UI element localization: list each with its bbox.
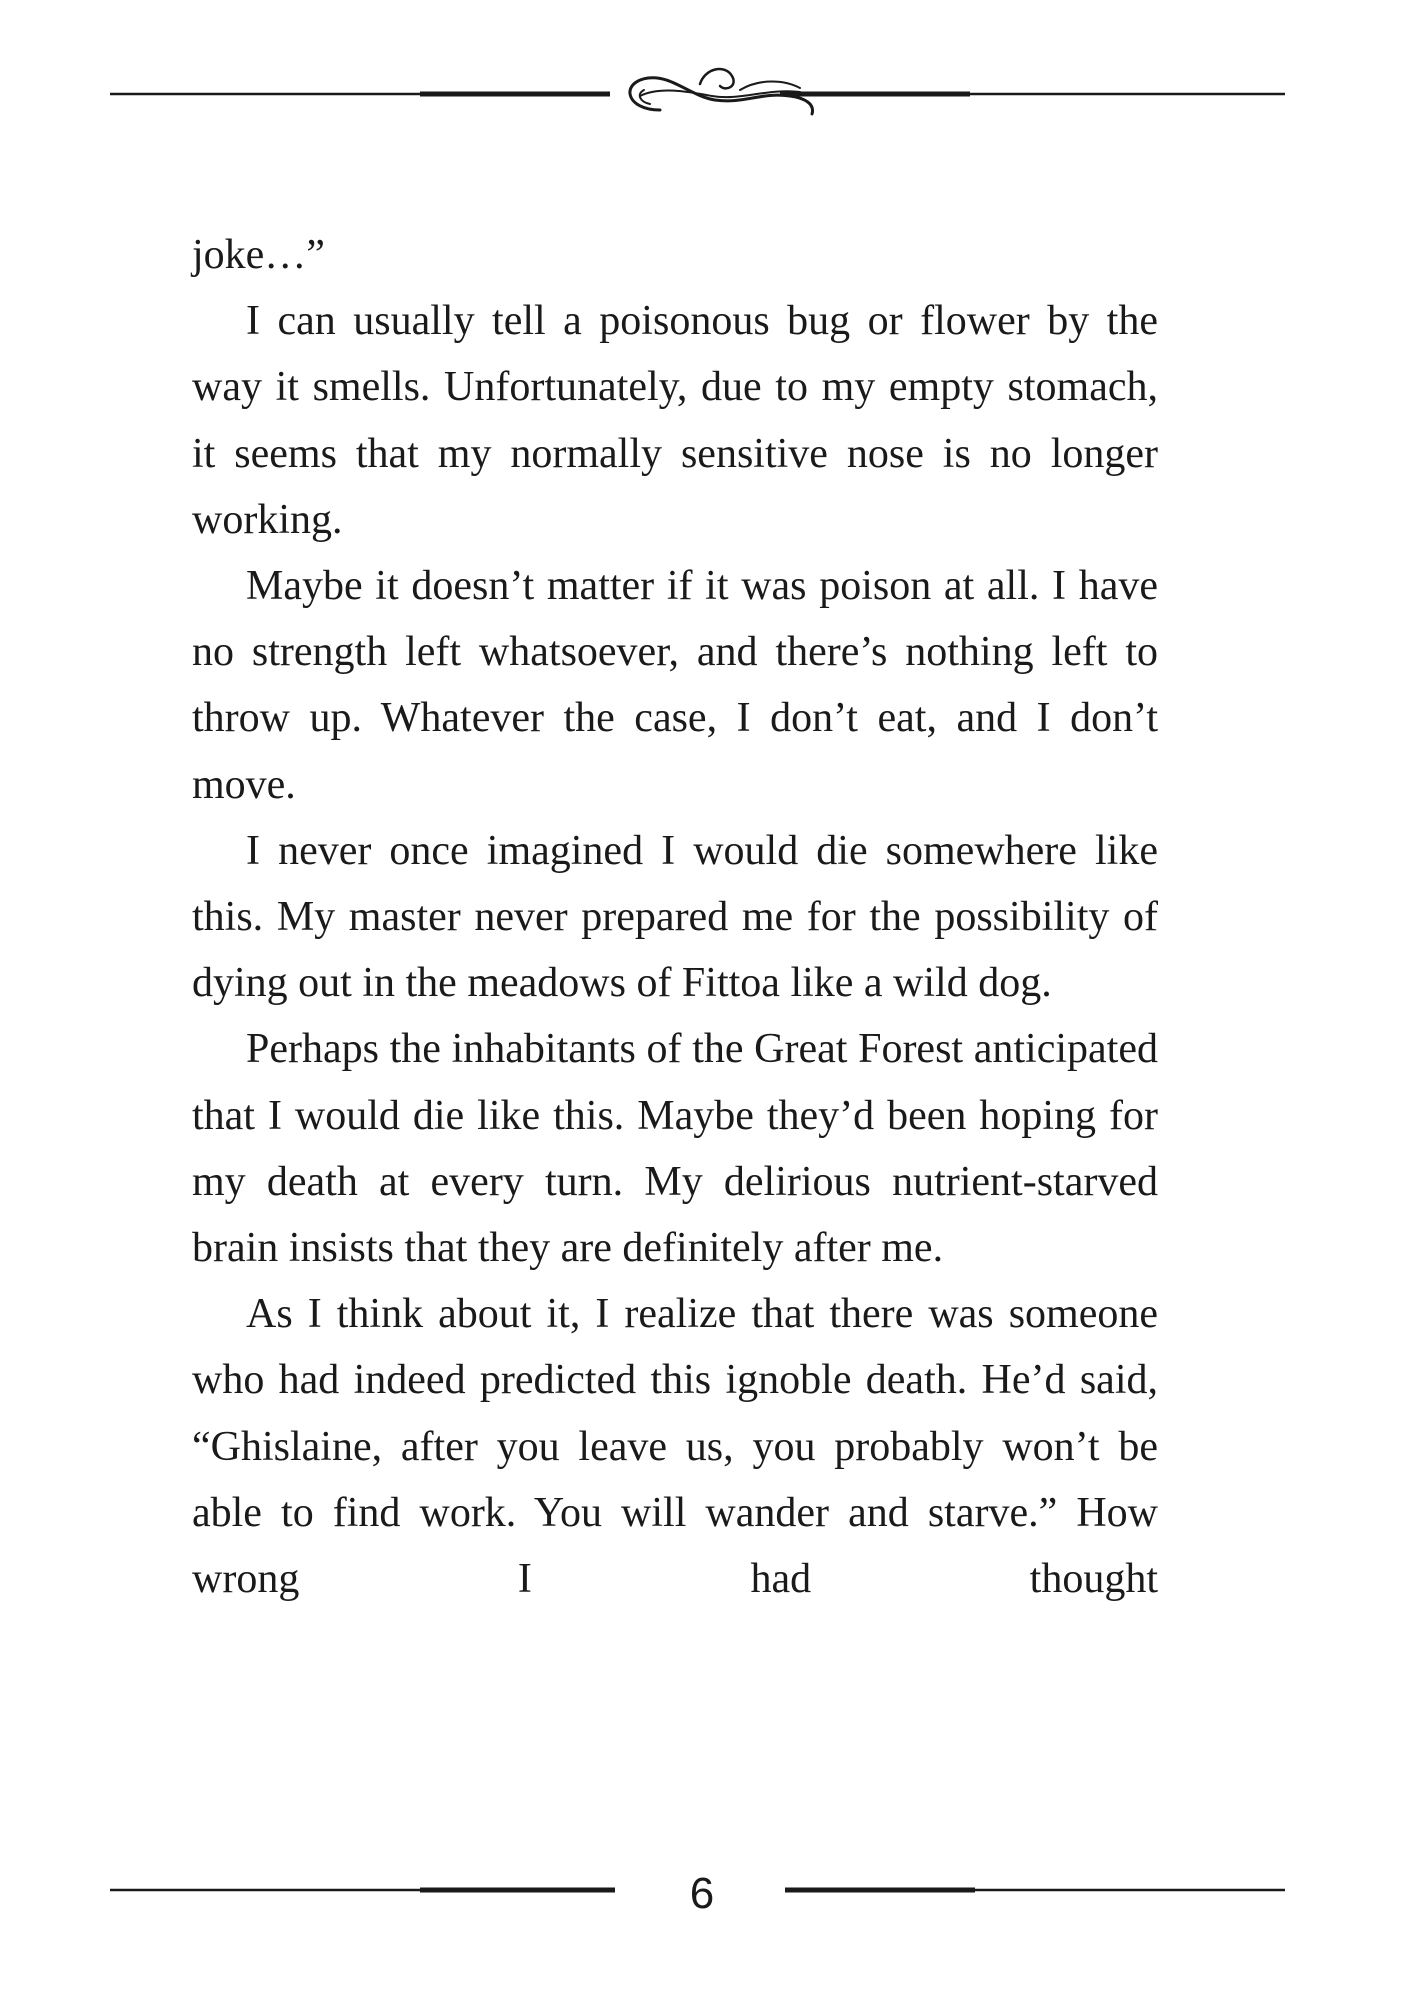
paragraph: Maybe it doesn’t matter if it was poison at all. I have no strength left whatsoever, and there’s nothing left to throw up. Whatever the case, I don’t eat, and I don’t move. <box>192 563 1158 808</box>
flourish-icon <box>630 69 813 114</box>
paragraph: As I think about it, I realize that there was someone who had indeed predicted this ignoble death. He’d said, “Ghislaine, after you leave us, you probably won’t be able to find work. You will wander and starve.” How wrong I had thought <box>192 1291 1158 1603</box>
paragraph: I can usually tell a poisonous bug or flower by the way it smells. Unfortunately, due to my empty stomach, it seems that my normally sensitive nose is no longer working. <box>192 298 1158 543</box>
chapter-text <box>192 222 1158 1612</box>
paragraph: Perhaps the inhabitants of the Great Forest anticipated that I would die like this. Maybe they’d been hoping for my death at every turn. My delirious nutrient-starved brain insists that they are definitely after me. <box>192 1026 1158 1272</box>
page-number: 6 <box>689 1869 715 1918</box>
paragraph: joke…” <box>192 232 325 278</box>
header-ornament <box>0 0 1404 140</box>
paragraph: I never once imagined I would die somewhere like this. My master never prepared me for the possibility of dying out in the meadows of Fittoa like a wild dog. <box>192 827 1158 1007</box>
